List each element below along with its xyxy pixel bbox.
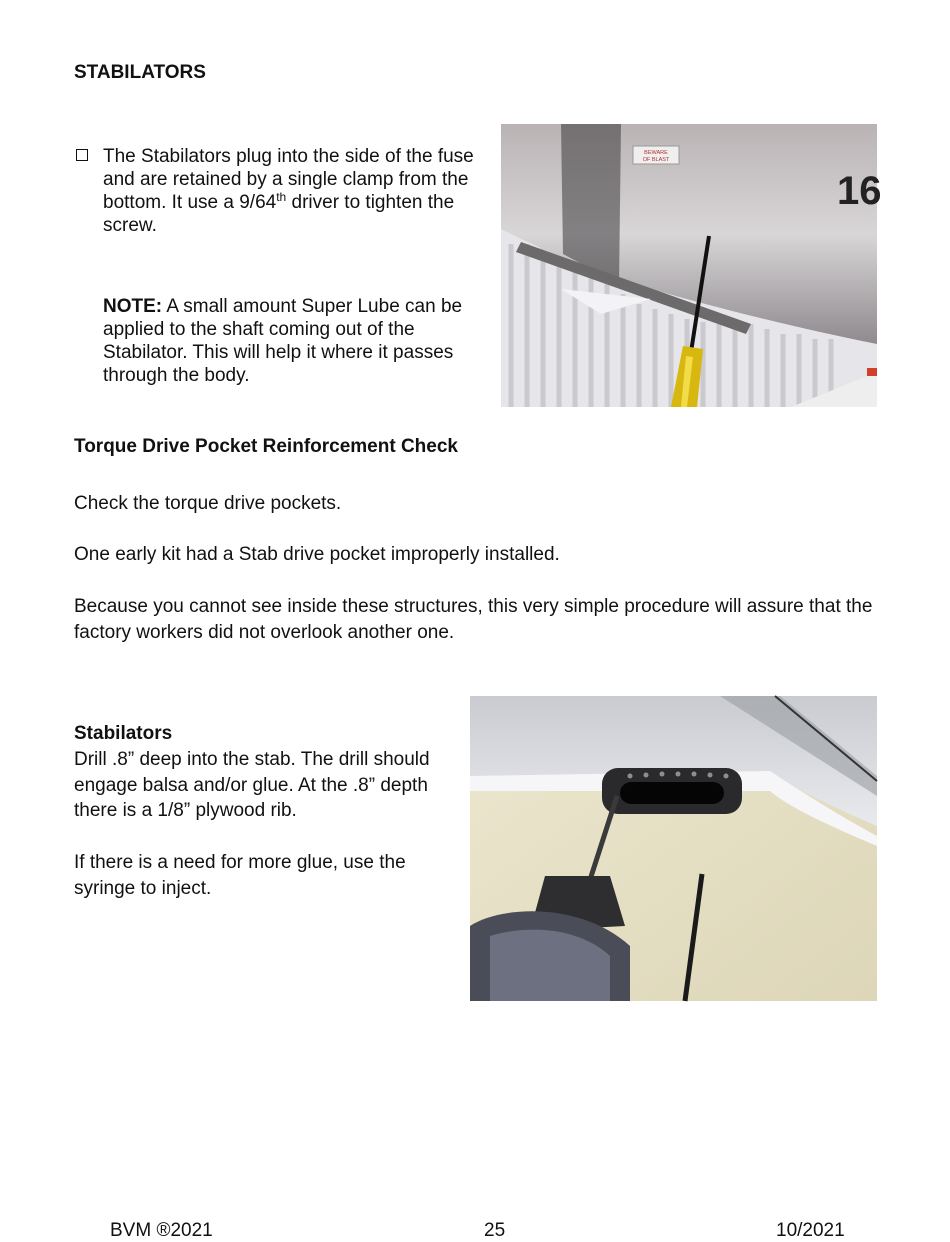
photo-drill-stab-image [470, 696, 877, 1001]
footer-date: 10/2021 [776, 1220, 845, 1241]
stabilators-paragraph-2: If there is a need for more glue, use the syringe to inject. [74, 852, 406, 899]
footer-page-number: 25 [484, 1220, 506, 1241]
note-paragraph [103, 295, 483, 387]
section-title: STABILATORS [74, 62, 206, 83]
step-text-main: The Stabilators plug into the side of the fuse and are retained by a single clamp from the bottom. It use a 9/64 [103, 146, 474, 213]
torque-heading: Torque Drive Pocket Reinforcement Check [74, 436, 458, 457]
stabilators-paragraph-1: Drill .8” deep into the stab. The drill should engage balsa and/or glue. At the .8” depth there is a 1/8” plywood rib. [74, 749, 430, 821]
torque-paragraph-3: Because you cannot see inside these structures, this very simple procedure will assure that the factory workers did not overlook another one. [74, 596, 873, 643]
torque-paragraph-1: Check the torque drive pockets. [74, 493, 342, 514]
torque-paragraph-2: One early kit had a Stab drive pocket improperly installed. [74, 544, 560, 565]
photo-drill-stab [470, 696, 877, 1001]
decal-line1: BEWARE [644, 150, 668, 156]
step-text-sup: th [276, 190, 287, 204]
step-text-end: driver to tighten the screw. [103, 192, 455, 236]
note-text: A small amount Super Lube can be applied to the shaft coming out of the Stabilator. This will help it where it passes through the body. [103, 296, 463, 386]
note-label: NOTE: [103, 296, 163, 317]
decal-line2: OF BLAST [642, 157, 670, 163]
photo-stabilator-clamp-image [501, 124, 882, 407]
stabilators-heading: Stabilators [74, 723, 173, 744]
tail-number: 16 [837, 169, 882, 213]
photo-stabilator-clamp [501, 124, 882, 407]
step-checkbox[interactable] [76, 149, 88, 161]
footer-copyright: BVM ®2021 [110, 1220, 213, 1241]
step-text [103, 145, 495, 237]
